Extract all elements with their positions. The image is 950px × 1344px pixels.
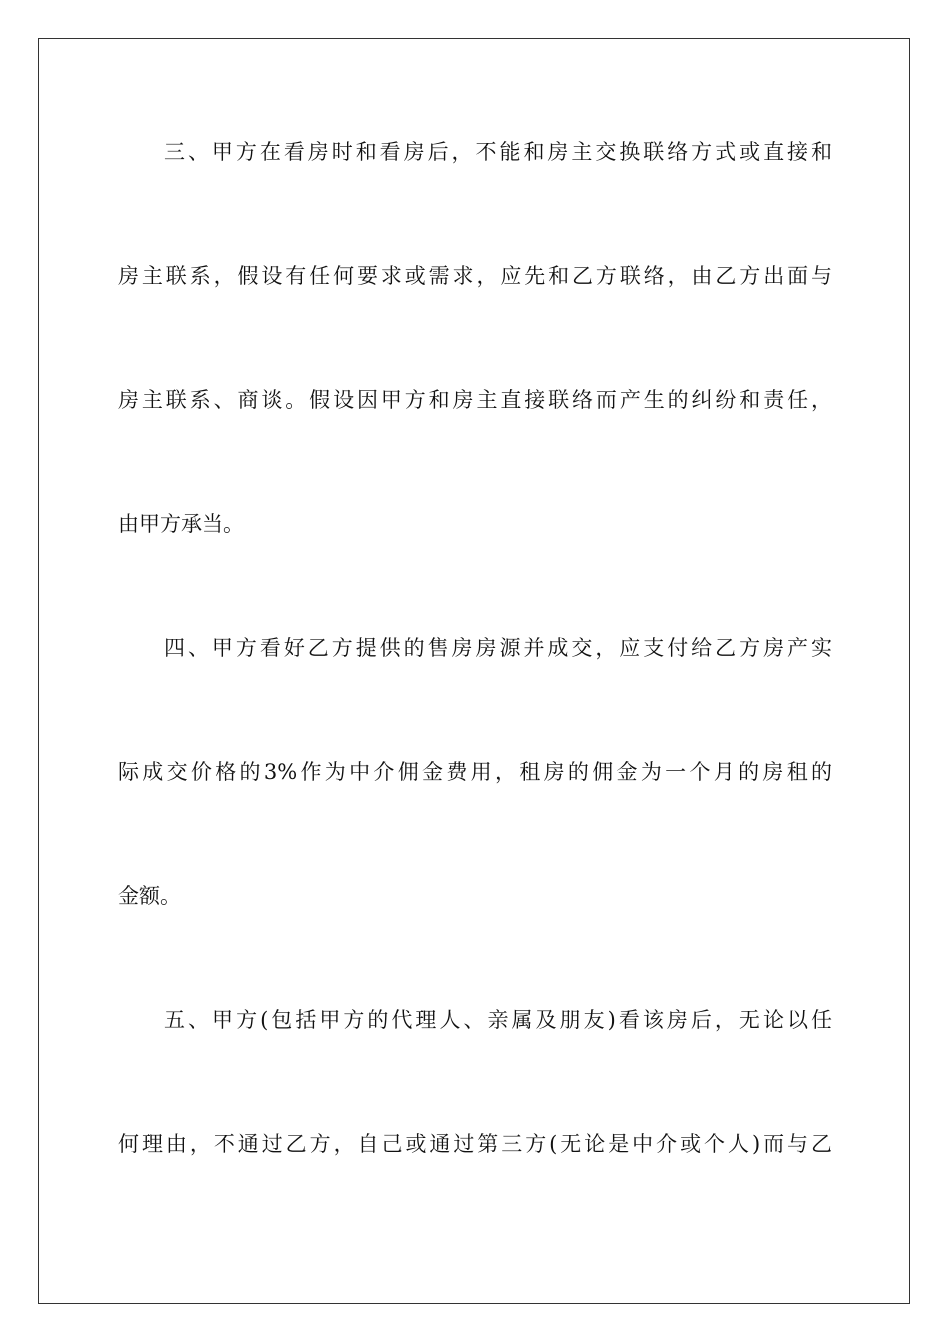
paragraph-line: 四、甲方看好乙方提供的售房房源并成交，应支付给乙方房产实 xyxy=(164,636,832,660)
paragraph-line: 三、甲方在看房时和看房后，不能和房主交换联络方式或直接和 xyxy=(164,140,832,164)
paragraph-line: 房主联系，假设有任何要求或需求，应先和乙方联络，由乙方出面与 xyxy=(118,264,832,288)
paragraph-line: 由甲方承当。 xyxy=(118,512,244,536)
paragraph-line: 房主联系、商谈。假设因甲方和房主直接联络而产生的纠纷和责任， xyxy=(118,388,832,412)
page-border xyxy=(38,38,910,1304)
paragraph-line: 五、甲方(包括甲方的代理人、亲属及朋友)看该房后，无论以任 xyxy=(164,1008,832,1032)
paragraph-line: 际成交价格的3%作为中介佣金费用，租房的佣金为一个月的房租的 xyxy=(118,760,832,784)
paragraph-line: 何理由，不通过乙方，自己或通过第三方(无论是中介或个人)而与乙 xyxy=(118,1132,832,1156)
paragraph-line: 金额。 xyxy=(118,884,181,908)
